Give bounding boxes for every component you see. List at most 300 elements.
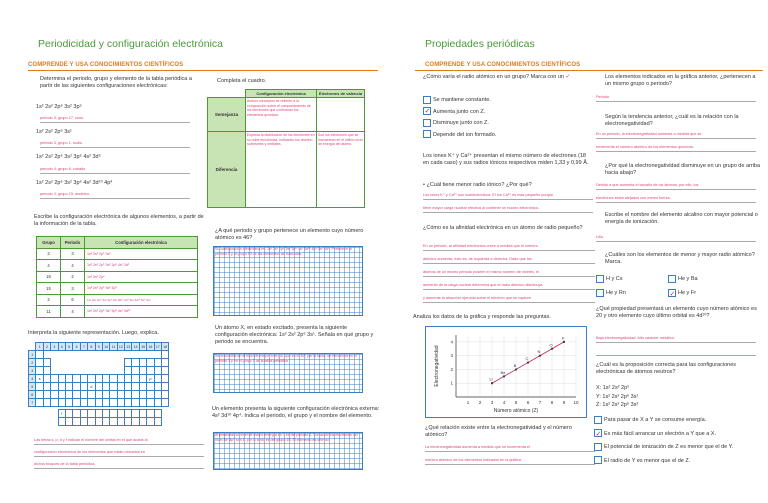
cell (88, 410, 95, 418)
header-cell: Grupo (37, 237, 61, 249)
answer-line: tiene mayor carga nuclear efectiva al contener un núcleo electrónico. (423, 205, 593, 213)
q5-answer: Su configuración electrónica es: 1s² 2s² 2p⁶ 3s² 3p⁶ 4s² 3d¹⁰ 4p⁶ 5s² 4d⁸. Pertenece al periodo 5 y al grupo 10 de los elementos de transición. (215, 247, 352, 256)
data-point (503, 375, 505, 377)
cell (80, 383, 87, 391)
cell (73, 399, 80, 407)
option-label: Depende del ion formado. (433, 131, 497, 138)
cell (132, 418, 139, 426)
r-q8-prompt: Escribe el nombre del elemento alcalino con mayor potencial o energía de ionización. (605, 212, 758, 226)
row-label: Diferencia (208, 132, 246, 208)
table-cell: 15 (37, 283, 61, 295)
checkbox[interactable] (596, 289, 604, 297)
r-q7-answer (596, 182, 756, 203)
cell (147, 399, 154, 407)
data-label: Li (489, 376, 493, 382)
table-cell: Ambos conceptos se refieren a la composición sobre el comportamiento de los electrones que conforman los elementos químicos. (246, 98, 317, 132)
cell (125, 383, 132, 391)
cell (139, 391, 146, 399)
answer-line: electrones están alejados con menor fuerza. (596, 195, 756, 203)
periodic-table-blocks (28, 342, 169, 426)
x-tick-label: 8 (550, 400, 554, 405)
group-number: 8 (88, 343, 95, 351)
cell (80, 375, 87, 383)
period-row (29, 383, 169, 391)
r-q9-prompt: ¿Cuáles son los elementos de menor y mayor radio atómico? Marca. (605, 252, 755, 266)
chart-frame (425, 326, 587, 418)
option-label: Se mantiene constante. (433, 97, 491, 103)
table-row (37, 283, 198, 295)
x-tick-label: 7 (538, 400, 542, 405)
cell (36, 351, 43, 359)
checkbox-checked[interactable] (668, 289, 676, 297)
cell (162, 359, 169, 367)
x-tick-label: 1 (466, 400, 470, 405)
group-number: 13 (126, 344, 131, 349)
data-label: F (561, 335, 565, 341)
q5-answer-grid (213, 246, 363, 316)
group-number: 10 (104, 344, 109, 349)
cell (58, 399, 65, 407)
cell (125, 391, 132, 399)
right-page-title: Propiedades periódicas (425, 38, 535, 50)
data-point (539, 355, 541, 357)
cell (117, 418, 124, 426)
electronegativity-chart (426, 327, 586, 417)
cell (154, 410, 161, 418)
r-q3-prompt: ¿Cómo es la afinidad electrónica en un átomo de radio pequeño? (423, 225, 583, 231)
checkbox[interactable] (423, 96, 431, 104)
gap (51, 359, 125, 367)
period-number: 7 (29, 399, 36, 407)
cell (117, 410, 124, 418)
table-row (37, 271, 198, 283)
cell (65, 391, 72, 399)
cell (95, 410, 102, 418)
cell (132, 375, 139, 383)
table-cell: 4 (37, 260, 61, 272)
y-axis-label: Electronegatividad (434, 345, 440, 387)
corner-cell (208, 90, 246, 98)
table-cell: 2 (61, 271, 85, 283)
table-cell: 6 (61, 294, 85, 306)
cell (51, 399, 58, 407)
gap (43, 351, 161, 359)
data-point (515, 368, 517, 370)
option-row[interactable] (423, 130, 496, 142)
checkbox[interactable] (594, 456, 602, 464)
cell (43, 375, 50, 383)
cell (147, 359, 154, 367)
cell (132, 399, 139, 407)
check-mark-icon: ✓ (565, 74, 571, 80)
table-cell: 11 (37, 306, 61, 318)
y-tick-label: 4 (450, 339, 453, 345)
period-row (29, 359, 169, 367)
option-pair (596, 286, 756, 300)
table-cell (317, 98, 365, 132)
answer-line: incrementa el número atómico de los elementos químicos. (596, 144, 756, 152)
table-cell: 1s² 2s² 2p⁶ 3s² 3p⁶ 4s² 3d¹⁰ 4p⁶ 5s² 4d¹⁰ 5p⁶ 6s² (85, 294, 198, 306)
x-tick-label: 9 (562, 400, 566, 405)
option-row[interactable] (594, 428, 762, 442)
group-number: 12 (118, 344, 123, 349)
cell (73, 383, 80, 391)
cell (43, 391, 50, 399)
cell (117, 383, 124, 391)
corner-cell (29, 343, 36, 351)
q3-answer (34, 437, 204, 469)
table-cell: 3 (61, 283, 85, 295)
cell (139, 418, 146, 426)
cell (110, 391, 117, 399)
y-tick-label: 2 (450, 366, 453, 372)
table-cell: 4 (61, 260, 85, 272)
q1-item-answer: periodo 3, grupo 17, cloro (40, 115, 190, 123)
y-tick-label: 3 (450, 353, 453, 359)
cell (139, 367, 146, 375)
cell (73, 391, 80, 399)
group-header-row (29, 343, 169, 351)
table-cell: 1s² 2s² 2p⁶ 3s² 3p⁶ 4s² 3d² (85, 260, 198, 272)
cell (132, 410, 139, 418)
option-label: Aumenta junto con Z. (433, 108, 486, 115)
period-row (29, 391, 169, 399)
comparison-table (207, 89, 365, 208)
data-label: N (537, 349, 541, 355)
cell (154, 391, 161, 399)
r-q9-options (596, 272, 756, 300)
r-q1-options (423, 95, 496, 141)
period-number: 2 (29, 359, 36, 367)
cell (125, 399, 132, 407)
option-label: Disminuye junto con Z. (433, 120, 489, 126)
period-number: 1 (29, 351, 36, 359)
checkbox[interactable] (594, 443, 602, 451)
checkbox[interactable] (596, 275, 604, 283)
config-line: Z: 1s² 2s² 2p⁶ 3s² (596, 402, 639, 408)
answer-line: En un periodo, la electronegatividad aumenta a medida que se (596, 131, 756, 139)
x-axis-label: Número atómico (Z) (493, 408, 539, 414)
answer-line: aumento de la carga nuclear determina que el radio atómico disminuya (423, 282, 595, 290)
r-q2-sub-text: ¿Cuál tiene menor radio iónico? ¿Por qué? (426, 182, 532, 188)
group-number: 18 (163, 344, 168, 349)
q1-item-answer: periodo 3, grupo 1, sodio (40, 140, 190, 148)
q1-item-config: 1s² 2s² 2p⁶ 3s² 3p⁶ 4s² 3d¹⁰ 4p³ (36, 179, 113, 186)
cell (110, 399, 117, 407)
cell (102, 399, 109, 407)
cell (102, 375, 109, 383)
option-row[interactable] (423, 107, 496, 119)
cell (36, 383, 43, 391)
data-label: B (513, 362, 517, 368)
table-row (208, 98, 365, 132)
cell (132, 391, 139, 399)
cell (80, 399, 87, 407)
data-point (491, 382, 493, 384)
answer-line: En un periodo, la afinidad electrónica crece a medida que el número (423, 243, 595, 251)
cell (80, 410, 87, 418)
answer-line: Los iones K⁺ y Ca²⁺ son isoelectrónicos. El ion Ca²⁺ es más pequeño porque (423, 192, 593, 200)
table-cell: Expresa la distribución de los electrones en su nube electrónica, indicando los niveles, subniveles y orbitales. (246, 132, 317, 208)
r-q3-answer (423, 243, 595, 303)
cell (125, 375, 132, 383)
cell (36, 359, 43, 367)
cell (102, 410, 109, 418)
cell (73, 410, 80, 418)
cell (95, 383, 102, 391)
cell (102, 418, 109, 426)
cell (51, 391, 58, 399)
option-row[interactable] (423, 95, 496, 107)
group-number: 5 (65, 343, 72, 351)
answer-line: Las letras s, p, d y f indican el nombre del orbital en el que acaba la (34, 437, 204, 445)
table-cell: 1s² 2s² 2p⁶ 3s² (85, 248, 198, 260)
option-row[interactable] (594, 441, 762, 455)
group-number: 4 (58, 343, 65, 351)
option-label: He y Ba (678, 276, 698, 282)
cell (154, 399, 161, 407)
option-label: H y Cs (606, 276, 623, 282)
answer-line: dichos bloques de la tabla periódica. (34, 461, 204, 469)
cell (125, 359, 132, 367)
cell (154, 375, 161, 383)
config-table-header (37, 237, 198, 249)
f-block-label: f (58, 410, 65, 418)
left-section-line (28, 70, 378, 71)
gap (51, 367, 125, 375)
cell (162, 391, 169, 399)
period-number: 3 (29, 367, 36, 375)
cell (132, 383, 139, 391)
cell (88, 399, 95, 407)
cell (65, 410, 72, 418)
cell (125, 418, 132, 426)
option-row[interactable] (596, 272, 668, 286)
f-block-row (29, 410, 169, 418)
data-label: O (549, 342, 553, 348)
option-label: He y Rn (606, 290, 626, 296)
r-q11-prompt: ¿Cuál es la proposición correcta para las configuraciones electrónicas de átomos neutros? (596, 362, 737, 376)
cell (147, 383, 154, 391)
q5-prompt: ¿A qué periodo y grupo pertenece un elemento cuyo número atómico es 46? (215, 228, 364, 242)
gap (162, 418, 169, 426)
cell (51, 375, 58, 383)
checkbox-checked[interactable] (594, 429, 602, 437)
option-label: Es más fácil arrancar un electrón a Y que a X. (604, 430, 716, 437)
cell (110, 375, 117, 383)
option-row[interactable] (423, 118, 496, 130)
comparison-header (208, 90, 365, 98)
cell (139, 383, 146, 391)
option-label: Para pasar de X a Y se consume energía. (604, 417, 707, 423)
group-number: 16 (148, 344, 153, 349)
q1-item-config: 1s² 2s² 2p⁶ 3s² 3p⁶ 4s² 3d⁵ (36, 154, 101, 161)
cell (110, 410, 117, 418)
q6-prompt: Un átomo X, en estado excitado, presenta la siguiente configuración electrónica: 1s² 2s² 2p⁶ 3s¹. Señala en qué grupo y periodo se encuentra. (215, 325, 374, 346)
data-point (527, 361, 529, 363)
cell (36, 391, 43, 399)
q7-answer-grid (213, 432, 363, 470)
option-row[interactable] (668, 272, 698, 286)
cell (58, 391, 65, 399)
option-row[interactable] (594, 414, 762, 428)
q4-prompt: Completa el cuadro. (217, 78, 267, 84)
cell (73, 375, 80, 383)
group-number: 6 (73, 343, 80, 351)
cell (80, 418, 87, 426)
cell (43, 399, 50, 407)
table-cell: 1s² 2s² 2p⁴ (85, 271, 198, 283)
option-row[interactable] (596, 286, 668, 300)
q1-item-answer: periodo 4, grupo 15, arsénico (40, 191, 190, 199)
header-cell: Periodo (61, 237, 85, 249)
group-number: 11 (111, 344, 116, 349)
cell (58, 418, 65, 426)
table-cell: 3 (61, 248, 85, 260)
r-q4-sub: ¿Qué relación existe entre la electronegatividad y el número atómico? (425, 425, 572, 439)
cell (102, 391, 109, 399)
cell (147, 418, 154, 426)
group-number: 9 (95, 343, 102, 351)
cell (162, 383, 169, 391)
cell (43, 359, 50, 367)
r-q2-prompt: Los iones K⁺ y Ca²⁺ presentan el mismo número de electrones (18 en cada caso) y sus radios iónicos respectivos miden 1,33 y 0,99 Å. (423, 153, 589, 167)
gap (162, 410, 169, 418)
data-label: C (525, 356, 529, 362)
gap (29, 418, 59, 426)
period-row (29, 399, 169, 407)
r-q5-answer: Periodo (596, 94, 756, 102)
answer-line: La electronegatividad aumenta a medida que se incrementa el (425, 444, 595, 452)
checkbox[interactable] (668, 275, 676, 283)
q1-item-answer: periodo 4, grupo 6, cobalto (40, 166, 190, 174)
q7-prompt: Un elemento presenta la siguiente configuración electrónica externa: 4s² 3d¹⁰ 4p⁴. Indica el periodo, el grupo y el nombre del elemento. (212, 406, 380, 420)
checkbox[interactable] (594, 416, 602, 424)
group-number: 1 (36, 343, 43, 351)
p-block-label: p (147, 375, 154, 383)
x-tick-label: 10 (573, 400, 579, 405)
cell (147, 367, 154, 375)
cell (65, 399, 72, 407)
data-label: Be (500, 369, 506, 375)
right-section-header: COMPRENDE Y USA CONOCIMIENTOS CIENTÍFICOS (425, 62, 581, 68)
cell (117, 375, 124, 383)
y-tick-label: 1 (450, 380, 453, 386)
table-cell: 1s² 2s² 2p⁶ 3s² 3p⁶ 4s¹ 3d¹⁰ (85, 306, 198, 318)
cell (43, 383, 50, 391)
answer-line: atómico aumenta, esto es, de izquierda a derecha. Dado que los (423, 256, 595, 264)
cell (88, 418, 95, 426)
data-point (563, 341, 565, 343)
cell (147, 391, 154, 399)
cell (139, 399, 146, 407)
x-tick-label: 6 (526, 400, 530, 405)
r-q11-options (594, 414, 762, 468)
table-row (37, 306, 198, 318)
config-line: X: 1s² 2s² 2p⁵ (596, 385, 630, 391)
x-tick-label: 3 (490, 400, 494, 405)
cell (102, 383, 109, 391)
period-row (29, 351, 169, 359)
cell (88, 391, 95, 399)
period-number: 5 (29, 383, 36, 391)
cell (43, 367, 50, 375)
q1-prompt: Determina el periodo, grupo y elemento de la tabla periódica a partir de las siguientes configuraciones electrónicas: (40, 76, 192, 90)
d-block-label: d (88, 383, 95, 391)
cell (58, 375, 65, 383)
x-tick-label: 5 (514, 400, 518, 405)
period-number: 4 (29, 375, 36, 383)
header-cell: Configuración electrónica (85, 237, 198, 249)
group-number: 17 (155, 344, 160, 349)
table-cell: 4 (61, 306, 85, 318)
right-section-line (415, 70, 763, 71)
table-cell: 2 (37, 294, 61, 306)
gap (29, 410, 59, 418)
answer-line: configuración electrónica de los elementos que están ubicados en (34, 449, 204, 457)
x-tick-label: 4 (502, 400, 506, 405)
q6-answer-grid (213, 353, 363, 393)
r-q6-prompt: Según la tendencia anterior, ¿cuál es la relación con la electronegatividad? (605, 114, 739, 128)
q6-answer: Se encuentra en el nivel de mayor energía, que es el 3s¹; por lo tanto, se encuentra en el periodo 3 y en el grupo 1 de la tabla periódica. (215, 354, 357, 363)
cell (162, 351, 169, 359)
config-table (36, 236, 198, 318)
cell (117, 391, 124, 399)
option-row[interactable] (668, 286, 696, 300)
r-q1-prompt-text: ¿Cómo varía el radio atómico en un grupo? Marca con un (423, 74, 564, 80)
answer-line: átomos de un mismo periodo poseen el mismo número de niveles, el (423, 269, 595, 277)
period-number: 6 (29, 391, 36, 399)
config-line: Y: 1s² 2s² 2p⁶ 3s¹ (596, 393, 639, 400)
group-number: 15 (141, 344, 145, 349)
group-number: 7 (80, 343, 87, 351)
table-cell: 1s² 2s² 2p⁶ 3s² 3p³ (85, 283, 198, 295)
row-label: Semejanza (208, 98, 246, 132)
r-q4-prompt: Analiza los datos de la gráfica y responde las preguntas. (413, 314, 551, 320)
cell (65, 418, 72, 426)
cell (132, 367, 139, 375)
cell (154, 367, 161, 375)
r-q8-answer: Litio (596, 234, 756, 242)
q1-item-config: 1s² 2s² 2p⁶ 3s¹ (36, 129, 72, 136)
cell (36, 399, 43, 407)
s-block-label: s (36, 375, 43, 383)
header-cell: Configuración electrónica (246, 90, 317, 98)
answer-line: Debido a que aumenta el tamaño de los átomos, por ello, los (596, 182, 756, 190)
option-label: El radio de Y es menor que el de Z. (604, 457, 691, 464)
cell (154, 418, 161, 426)
cell (110, 418, 117, 426)
cell (95, 391, 102, 399)
option-label: El potencial de ionización de Z es menor que el de Y. (604, 444, 734, 450)
cell (154, 383, 161, 391)
q1-item-config: 1s² 2s² 2p⁶ 3s² 3p⁵ (36, 104, 82, 110)
table-cell: Son los electrones que se encuentran en el último nivel de energía del átomo. (317, 132, 365, 208)
cell (80, 391, 87, 399)
checkbox[interactable] (423, 130, 431, 138)
cell (147, 410, 154, 418)
r-q4-answer (425, 444, 595, 465)
checkbox-checked[interactable] (423, 107, 431, 115)
table-row (37, 294, 198, 306)
checkbox[interactable] (423, 119, 431, 127)
cell (36, 367, 43, 375)
left-section-header: COMPRENDE Y USA CONOCIMIENTOS CIENTÍFICOS (28, 62, 184, 68)
data-point (551, 348, 553, 350)
option-row[interactable] (594, 455, 762, 469)
table-row (37, 260, 198, 272)
q1-list (30, 104, 200, 199)
